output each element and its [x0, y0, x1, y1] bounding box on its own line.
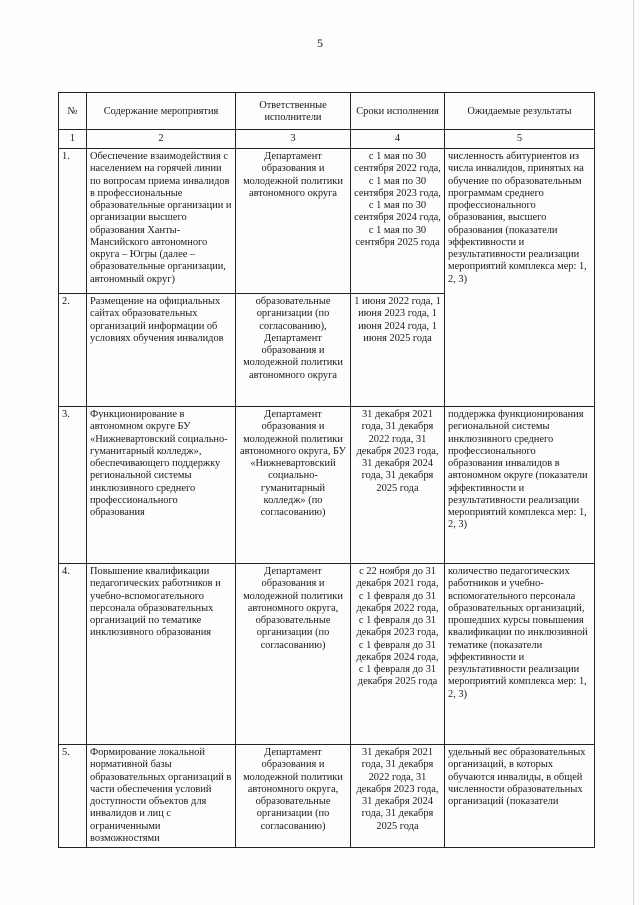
header-num: № [59, 93, 87, 130]
row-results: поддержка функционирования региональной системы инклюзивного среднего профессионального образования инвалидов в автономном округе (показатели эффективности и результативности реализации мероприятий комплекса мер: 1, 2, 3) [445, 407, 595, 564]
table-row [59, 407, 595, 564]
header-results: Ожидаемые результаты [445, 93, 595, 130]
header-content: Содержание мероприятия [87, 93, 236, 130]
table-header-row [59, 93, 595, 130]
row-responsible: Департамент образования и молодежной политики автономного округа, образовательные организации (по согласованию) [236, 564, 351, 745]
row-terms: 1 июня 2022 года, 1 июня 2023 года, 1 июня 2024 года, 1 июня 2025 года [351, 294, 445, 407]
row-responsible: Департамент образования и молодежной политики автономного округа, образовательные организации (по согласованию) [236, 745, 351, 848]
row-number: 2. [59, 294, 87, 407]
row-results: удельный вес образовательных организаций, в которых обучаются инвалиды, в общей численности образовательных организаций (показатели [445, 745, 595, 848]
column-index: 5 [445, 130, 595, 149]
column-index: 1 [59, 130, 87, 149]
row-content: Обеспечение взаимодействия с населением на горячей линии по вопросам приема инвалидов в профессиональные образовательные организации и организации высшего образования Ханты-Мансийского автономного округа – Югры (далее – образовательные организации, автономный округ) [87, 149, 236, 294]
table-row [59, 745, 595, 848]
row-terms: 31 декабря 2021 года, 31 декабря 2022 года, 31 декабря 2023 года, 31 декабря 2024 года, 31 декабря 2025 года [351, 745, 445, 848]
column-index-row [59, 130, 595, 149]
row-results: количество педагогических работников и учебно-вспомогательного персонала образовательных организаций, прошедших курсы повышения квалификации по инклюзивной тематике (показатели эффективности и результативности реализации мероприятий комплекса мер: 1, 2, 3) [445, 564, 595, 745]
row-content: Функционирование в автономном округе БУ «Нижневартовский социально-гуманитарный колледж», обеспечивающего поддержку региональной системы инклюзивного среднего профессионального образования [87, 407, 236, 564]
row-terms: 31 декабря 2021 года, 31 декабря 2022 года, 31 декабря 2023 года, 31 декабря 2024 года, 31 декабря 2025 года [351, 407, 445, 564]
column-index: 2 [87, 130, 236, 149]
row-results: численность абитуриентов из числа инвалидов, принятых на обучение по образовательным программам среднего профессионального образования, высшего образования (показатели эффективности и результативности реализации мероприятий комплекса мер: 1, 2, 3) [445, 149, 595, 407]
row-responsible: образовательные организации (по согласованию), Департамент образования и молодежной политики автономного округа [236, 294, 351, 407]
table-row [59, 564, 595, 745]
row-terms: с 1 мая по 30 сентября 2022 года, с 1 мая по 30 сентября 2023 года, с 1 мая по 30 сентября 2024 года, с 1 мая по 30 сентября 2025 года [351, 149, 445, 294]
row-content: Повышение квалификации педагогических работников и учебно-вспомогательного персонала образовательных организаций по тематике инклюзивного образования [87, 564, 236, 745]
page-edge [633, 0, 634, 905]
row-content: Размещение на официальных сайтах образовательных организаций информации об условиях обучения инвалидов [87, 294, 236, 407]
row-content: Формирование локальной нормативной базы образовательных организаций в части обеспечения условий доступности объектов для инвалидов и лиц с ограниченными возможностями [87, 745, 236, 848]
column-index: 4 [351, 130, 445, 149]
row-number: 3. [59, 407, 87, 564]
page-number: 5 [317, 36, 323, 50]
row-number: 4. [59, 564, 87, 745]
table-row [59, 149, 595, 294]
row-terms: с 22 ноября до 31 декабря 2021 года, с 1 февраля до 31 декабря 2022 года, с 1 февраля до 31 декабря 2023 года, с 1 февраля до 31 декабря 2024 года, с 1 февраля до 31 декабря 2025 года [351, 564, 445, 745]
row-number: 1. [59, 149, 87, 294]
header-responsible: Ответственные исполнители [236, 93, 351, 130]
column-index: 3 [236, 130, 351, 149]
row-responsible: Департамент образования и молодежной политики автономного округа [236, 149, 351, 294]
row-number: 5. [59, 745, 87, 848]
row-responsible: Департамент образования и молодежной политики автономного округа, БУ «Нижневартовский социально-гуманитарный колледж» (по согласованию) [236, 407, 351, 564]
activities-table [58, 92, 595, 848]
header-terms: Сроки исполнения [351, 93, 445, 130]
